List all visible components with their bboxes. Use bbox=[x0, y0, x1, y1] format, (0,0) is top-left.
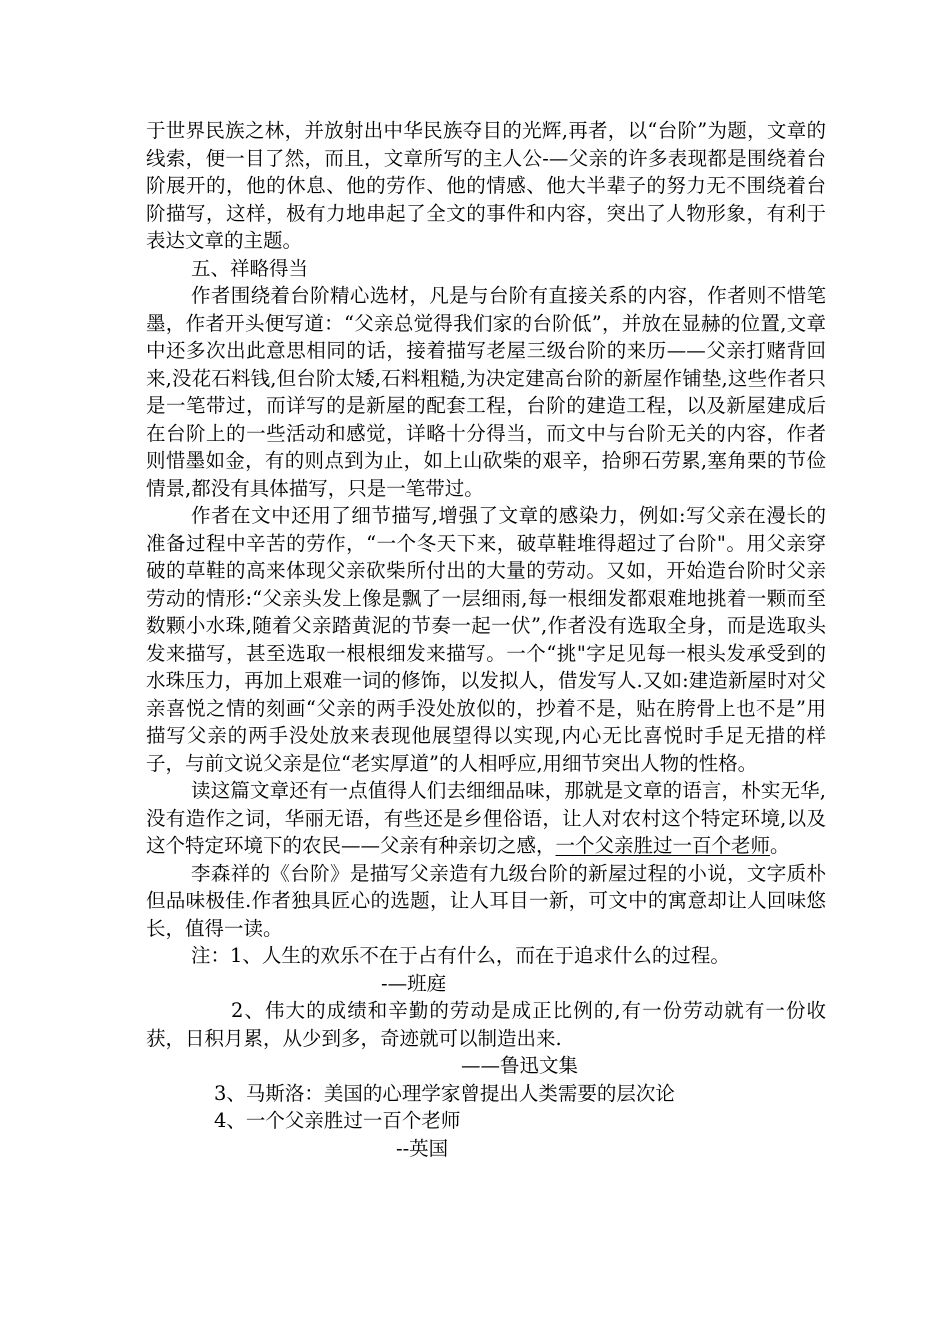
paragraph-material-selection: 作者围绕着台阶精心选材，凡是与台阶有直接关系的内容，作者则不惜笔墨，作者开头便写道：“父亲总觉得我们家的台阶低”，并放在显赫的位置,文章中还多次出此意思相同的话，接着描写老屋三级台阶的来历——父亲打赌背回来,没花石料钱,但台阶太矮,石料粗糙,为决定建高台阶的新屋作铺垫,这些作者只是一笔带过，而详写的是新屋的配套工程，台阶的建造工程，以及新屋建成后在台阶上的一些活动和感觉，详略十分得当，而文中与台阶无关的内容，作者则惜墨如金，有的则点到为止，如上山砍柴的艰辛，拾卵石劳累,塞角栗的节俭情景,都没有具体描写，只是一笔带过。 bbox=[146, 284, 826, 500]
note-2: 2、伟大的成绩和辛勤的劳动是成正比例的,有一份劳动就有一份收获，日积月累，从少到多，奇迹就可以制造出来. bbox=[146, 999, 826, 1050]
note-4: 4、一个父亲胜过一百个老师 bbox=[214, 1109, 461, 1132]
section-heading-detail-balance: 五、祥略得当 bbox=[191, 256, 309, 280]
paragraph-summary: 李森祥的《台阶》是描写父亲造有九级台阶的新屋过程的小说，文字质朴但品味极佳.作者独具匠心的选题，让人耳目一新，可文中的寓意却让人回味悠长，值得一读。 bbox=[146, 861, 826, 940]
note-3: 3、马斯洛：美国的心理学家曾提出人类需要的层次论 bbox=[214, 1081, 675, 1105]
underlined-quote: 一个父亲胜过一百个老师 bbox=[555, 834, 771, 857]
note-2-attribution: ——鲁迅文集 bbox=[461, 1054, 579, 1077]
note-1: 注：1、人生的欢乐不在于占有什么，而在于追求什么的过程。 bbox=[191, 944, 730, 967]
paragraph-theme-conclusion: 于世界民族之林，并放射出中华民族夺目的光辉,再者，以“台阶”为题，文章的线索，便一目了然，而且，文章所写的主人公-—父亲的许多表现都是围绕着台阶展开的，他的休息、他的劳作、他的情感、他大半辈子的努力无不围绕着台阶描写，这样，极有力地串起了全文的事件和内容，突出了人物形象，有利于表达文章的主题。 bbox=[146, 119, 826, 252]
paragraph-language-end: 。 bbox=[770, 834, 790, 857]
note-4-attribution: --英国 bbox=[396, 1136, 449, 1160]
paragraph-language bbox=[146, 777, 826, 860]
document-body bbox=[146, 117, 826, 1162]
paragraph-detail-description: 作者在文中还用了细节描写,增强了文章的感染力，例如:写父亲在漫长的准备过程中辛苦的劳作，“一个冬天下来，破草鞋堆得超过了台阶"。用父亲穿破的草鞋的高来体现父亲砍柴所付出的大量的劳动。又如，开始造台阶时父亲劳动的情形:“父亲头发上像是飘了一层细雨,每一根细发都艰难地挑着一颗而至数颗小水珠,随着父亲踏黄泥的节奏一起一伏”,作者没有选取全身，而是选取头发来描写，甚至选取一根根细发来描写。一个“挑"字足见每一根头发承受到的水珠压力，再加上艰难一词的修饰，以发拟人，借发写人.又如:建造新屋时对父亲喜悦之情的刻画“父亲的两手没处放似的，抄着不是，贴在胯骨上也不是”用描写父亲的两手没处放来表现他展望得以实现,内心无比喜悦时手足无措的样子，与前文说父亲是位“老实厚道”的人相呼应,用细节突出人物的性格。 bbox=[146, 504, 826, 775]
note-1-attribution: -—班庭 bbox=[381, 971, 447, 995]
paragraph-language-text: 读这篇文章还有一点值得人们去细细品味，那就是文章的语言，朴实无华,没有造作之词，华丽无语，有些还是乡俚俗语，让人对农村这个特定环境,以及这个特定环境下的农民——父亲有种亲切之感， bbox=[146, 779, 826, 857]
